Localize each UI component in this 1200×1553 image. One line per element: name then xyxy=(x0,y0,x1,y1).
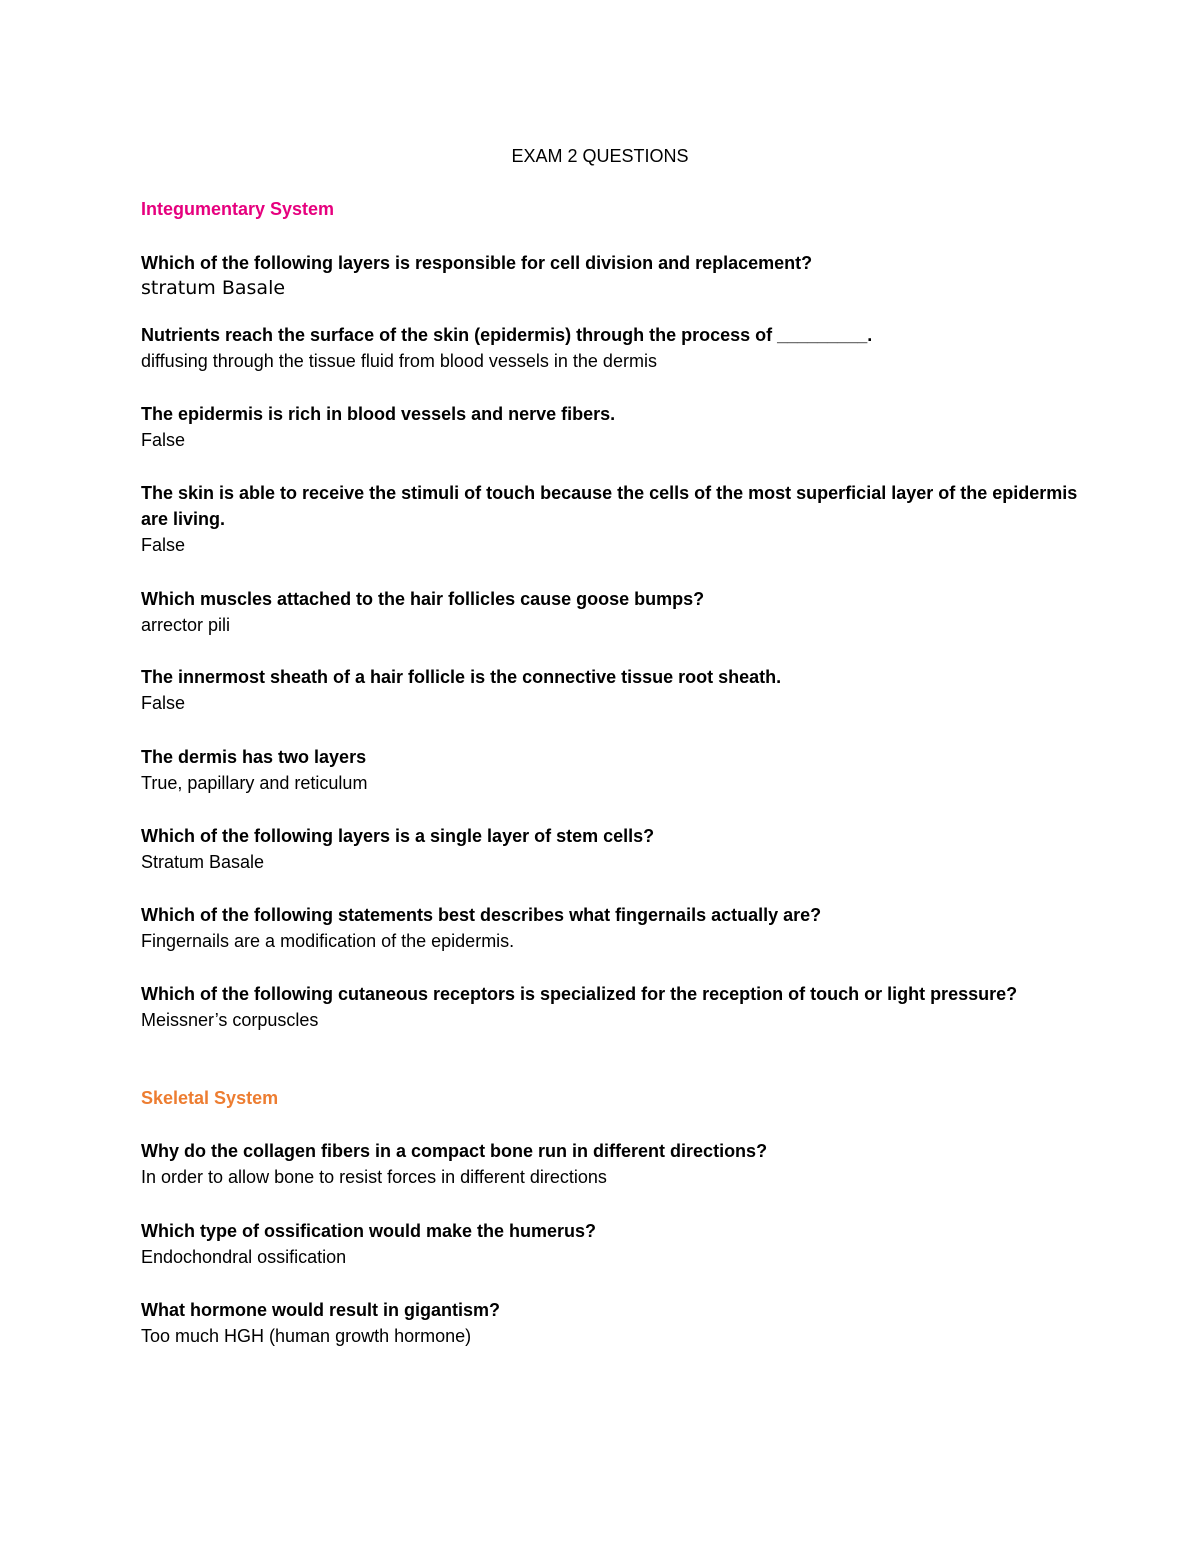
question-text: The epidermis is rich in blood vessels and nerve fibers. xyxy=(141,404,616,424)
answer-text: Too much HGH (human growth hormone) xyxy=(141,1326,472,1346)
qa-item xyxy=(141,981,1081,1033)
qa-item xyxy=(141,1218,1081,1270)
answer-text: diffusing through the tissue fluid from blood vessels in the dermis xyxy=(141,351,657,371)
answer-text: stratum Basale xyxy=(141,277,286,299)
qa-item xyxy=(141,250,1081,300)
question-text: The skin is able to receive the stimuli of touch because the cells of the most superficial layer of the epidermis are living. xyxy=(141,483,1078,529)
question-text: Nutrients reach the surface of the skin (epidermis) through the process of _________. xyxy=(141,325,873,345)
answer-text: Fingernails are a modification of the epidermis. xyxy=(141,931,515,951)
document-title: EXAM 2 QUESTIONS xyxy=(511,146,689,166)
question-text: Which of the following layers is responsible for cell division and replacement? xyxy=(141,253,813,273)
section-heading-skeletal: Skeletal System xyxy=(141,1088,279,1108)
answer-text: Meissner’s corpuscles xyxy=(141,1010,319,1030)
qa-item xyxy=(141,322,1081,374)
qa-item xyxy=(141,480,1081,558)
qa-item xyxy=(141,902,1081,954)
qa-item xyxy=(141,744,1081,796)
question-text: The dermis has two layers xyxy=(141,747,367,767)
question-text: Which type of ossification would make the humerus? xyxy=(141,1221,597,1241)
question-text: What hormone would result in gigantism? xyxy=(141,1300,500,1320)
question-text: The innermost sheath of a hair follicle is the connective tissue root sheath. xyxy=(141,667,782,687)
question-text: Which muscles attached to the hair follicles cause goose bumps? xyxy=(141,589,705,609)
question-text: Which of the following statements best describes what fingernails actually are? xyxy=(141,905,822,925)
question-text: Which of the following cutaneous receptors is specialized for the reception of touch or light pressure? xyxy=(141,984,1018,1004)
answer-text: Stratum Basale xyxy=(141,852,265,872)
answer-text: In order to allow bone to resist forces in different directions xyxy=(141,1167,607,1187)
qa-item xyxy=(141,823,1081,875)
question-text: Which of the following layers is a single layer of stem cells? xyxy=(141,826,655,846)
answer-text: False xyxy=(141,535,186,555)
answer-text: False xyxy=(141,430,186,450)
answer-text: arrector pili xyxy=(141,615,231,635)
qa-item xyxy=(141,1138,1081,1190)
question-text: Why do the collagen fibers in a compact bone run in different directions? xyxy=(141,1141,768,1161)
answer-text: False xyxy=(141,693,186,713)
qa-item xyxy=(141,1297,1081,1349)
answer-text: Endochondral ossification xyxy=(141,1247,347,1267)
answer-text: True, papillary and reticulum xyxy=(141,773,368,793)
section-heading-integumentary: Integumentary System xyxy=(141,199,335,219)
qa-item xyxy=(141,664,1081,716)
qa-item xyxy=(141,401,1081,453)
qa-item xyxy=(141,586,1081,638)
